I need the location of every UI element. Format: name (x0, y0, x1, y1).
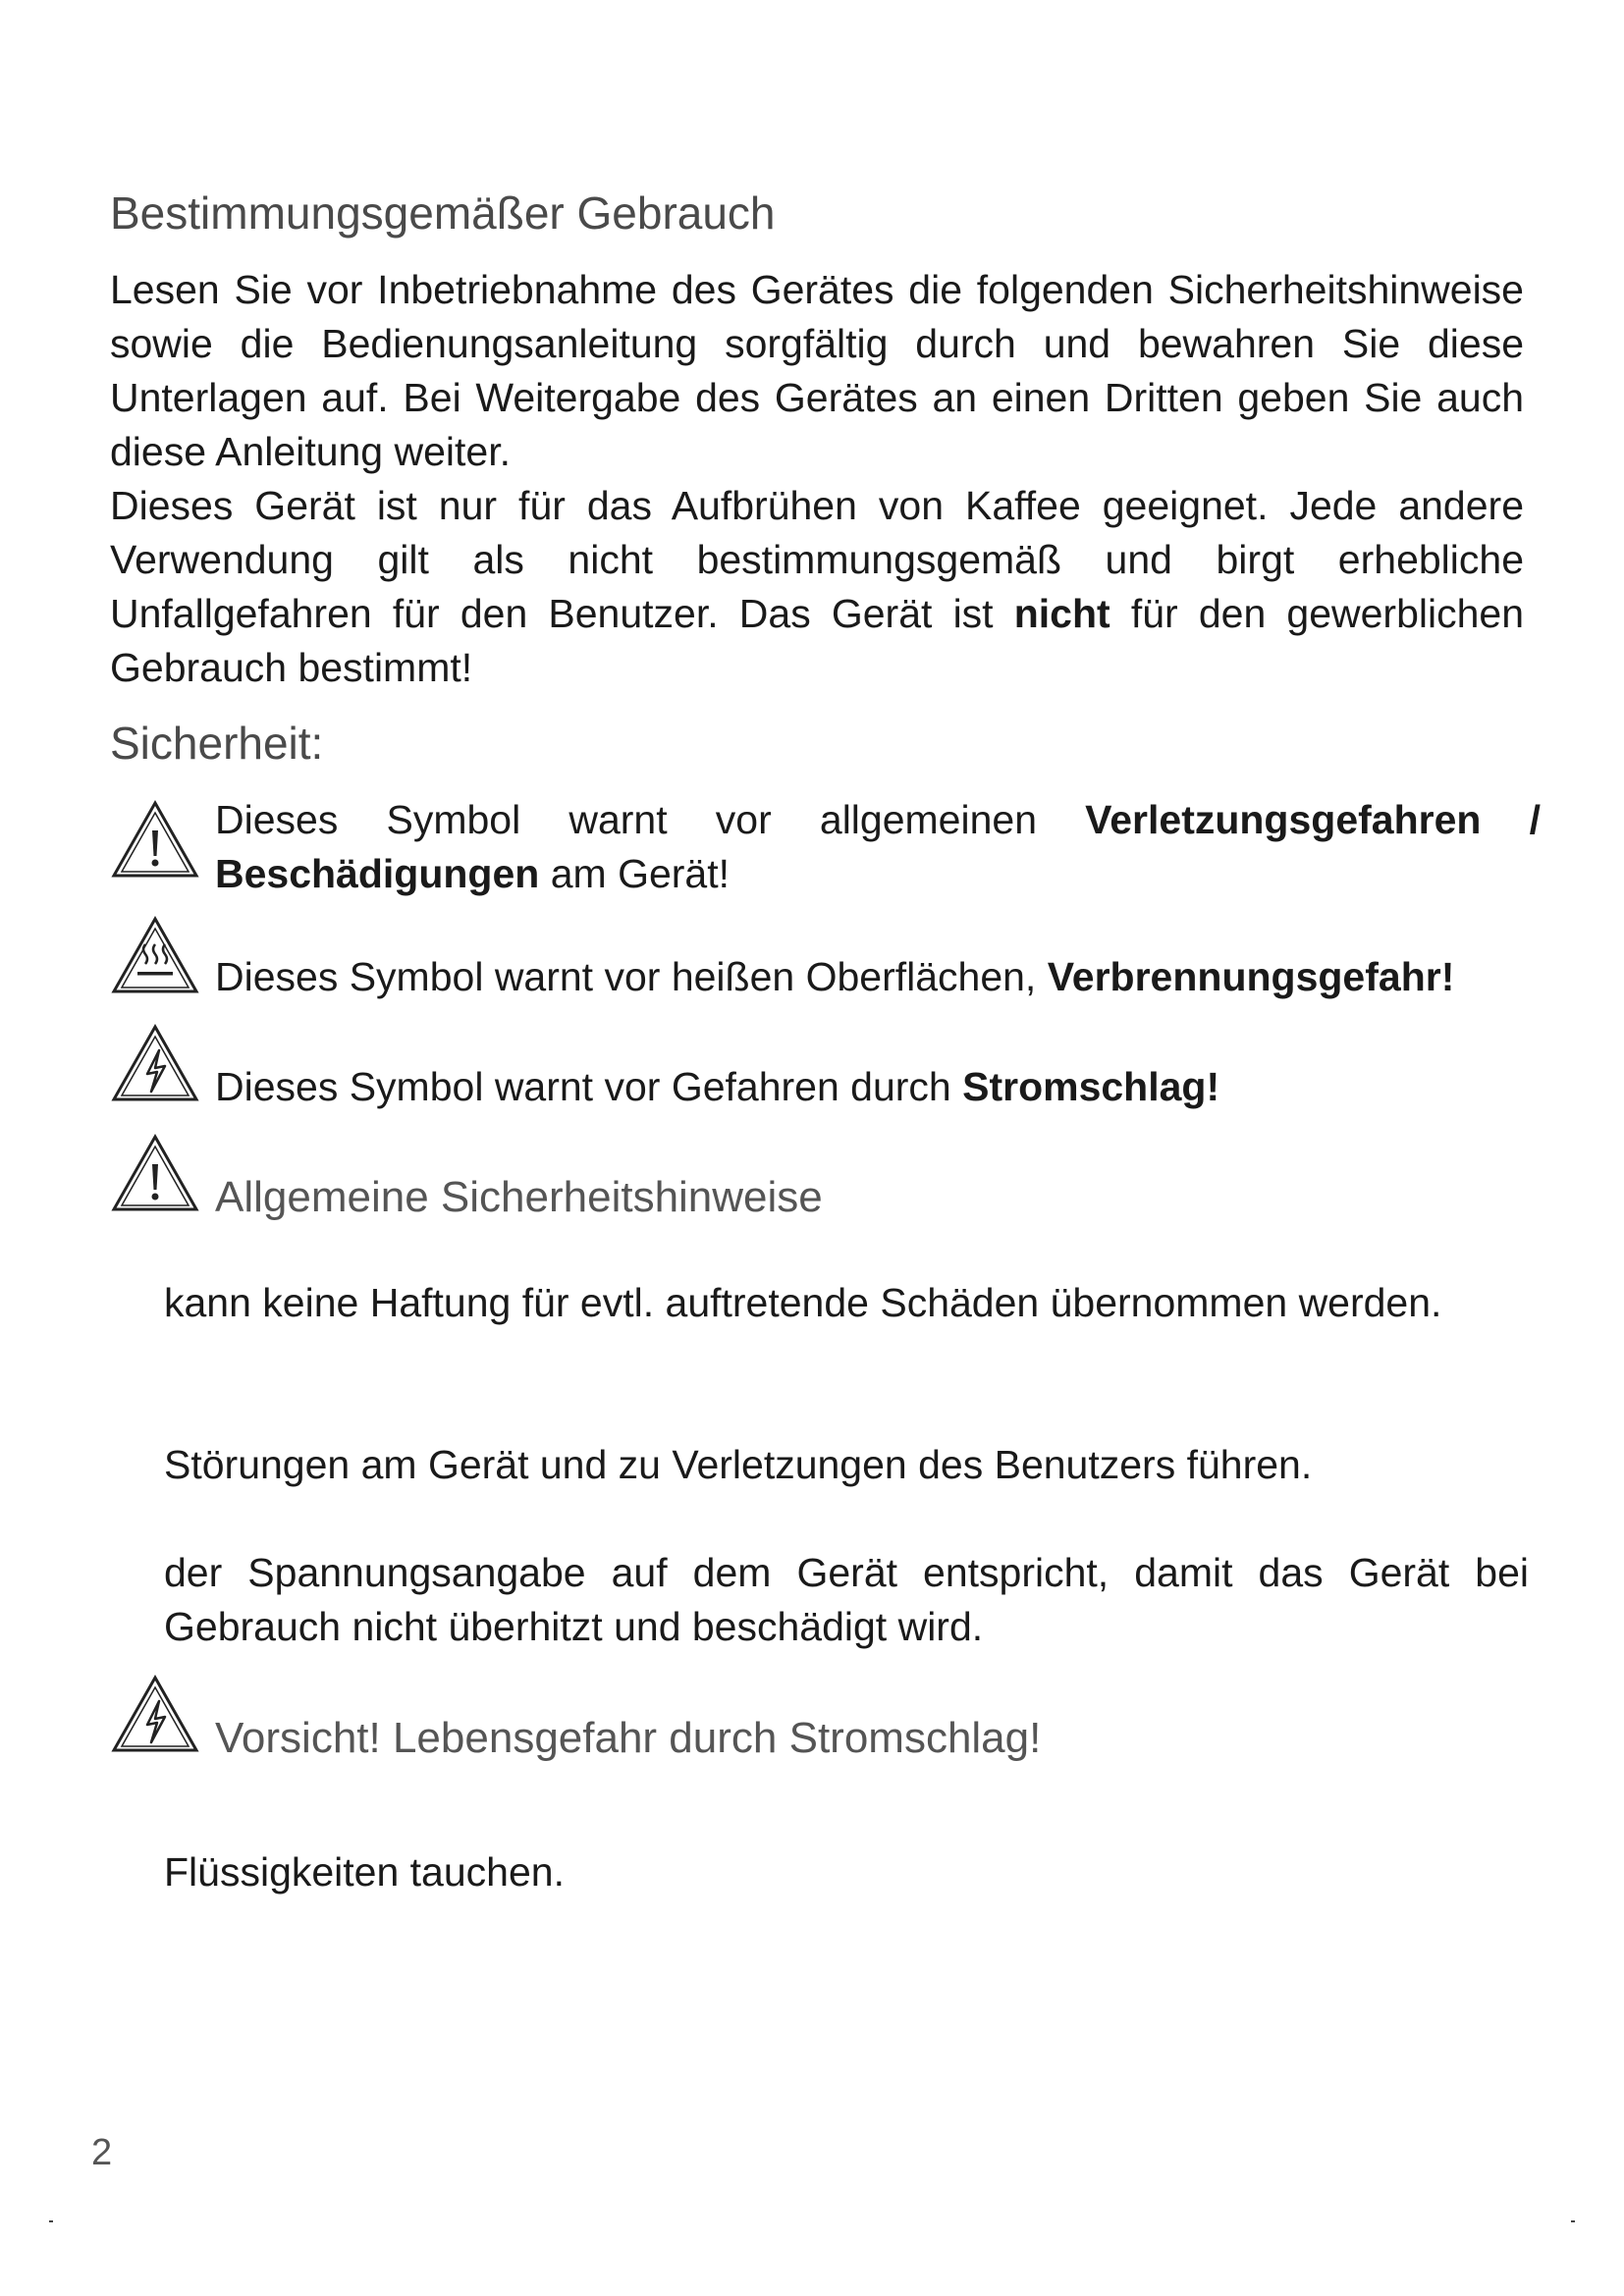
warning-exclamation-icon (110, 797, 200, 881)
page-number: 2 (91, 2132, 113, 2173)
general-safety-heading: Allgemeine Sicherheitshinweise (215, 1173, 823, 1221)
emphasis-not: nicht (1013, 591, 1110, 636)
general-note-3: der Spannungsangabe auf dem Gerät entspricht, damit das Gerät bei Gebrauch nicht überhitzt und beschädigt wird. (164, 1550, 1529, 1649)
scan-mark (1571, 2220, 1575, 2222)
scan-mark (49, 2220, 53, 2222)
general-note-2: Störungen am Gerät und zu Verletzungen des Benutzers führen. (164, 1442, 1313, 1487)
intro-paragraph-1: Lesen Sie vor Inbetriebnahme des Gerätes die folgenden Sicherheitshinweise sowie die Bedienungsanleitung sorgfältig durch und bewahren Sie diese Unterlagen auf. Bei Weitergabe des Gerätes an einen Dritten geben Sie auch diese Anleitung weiter. (110, 267, 1524, 474)
general-note-1: kann keine Haftung für evtl. auftretende Schäden übernommen werden. (164, 1280, 1442, 1325)
intro-text (110, 263, 1524, 695)
electric-shock-icon (110, 1672, 200, 1756)
intro-paragraph-2: Dieses Gerät ist nur für das Aufbrühen von Kaffee geeignet. Jede andere Verwendung gilt als nicht bestimmungsgemäß und birgt erhebliche Unfallgefahren für den Benutzer. Das Gerät ist nicht für den gewerblichen Gebrauch bestimmt! (110, 483, 1524, 690)
section-title-intended-use: Bestimmungsgemäßer Gebrauch (110, 187, 776, 239)
electric-shock-icon (110, 1021, 200, 1105)
section-title-safety: Sicherheit: (110, 718, 324, 769)
symbol-text-hot: Dieses Symbol warnt vor heißen Oberflächen, Verbrennungsgefahr! (215, 954, 1455, 999)
electric-note-1: Flüssigkeiten tauchen. (164, 1849, 565, 1895)
hot-surface-icon (110, 913, 200, 997)
symbol-text-electric: Dieses Symbol warnt vor Gefahren durch Stromschlag! (215, 1064, 1220, 1109)
symbol-text-general: Dieses Symbol warnt vor allgemeinen Verletzungsgefahren / Beschädigungen am Gerät! (215, 797, 1541, 896)
electric-danger-heading: Vorsicht! Lebensgefahr durch Stromschlag! (215, 1714, 1042, 1762)
warning-exclamation-icon (110, 1131, 200, 1215)
